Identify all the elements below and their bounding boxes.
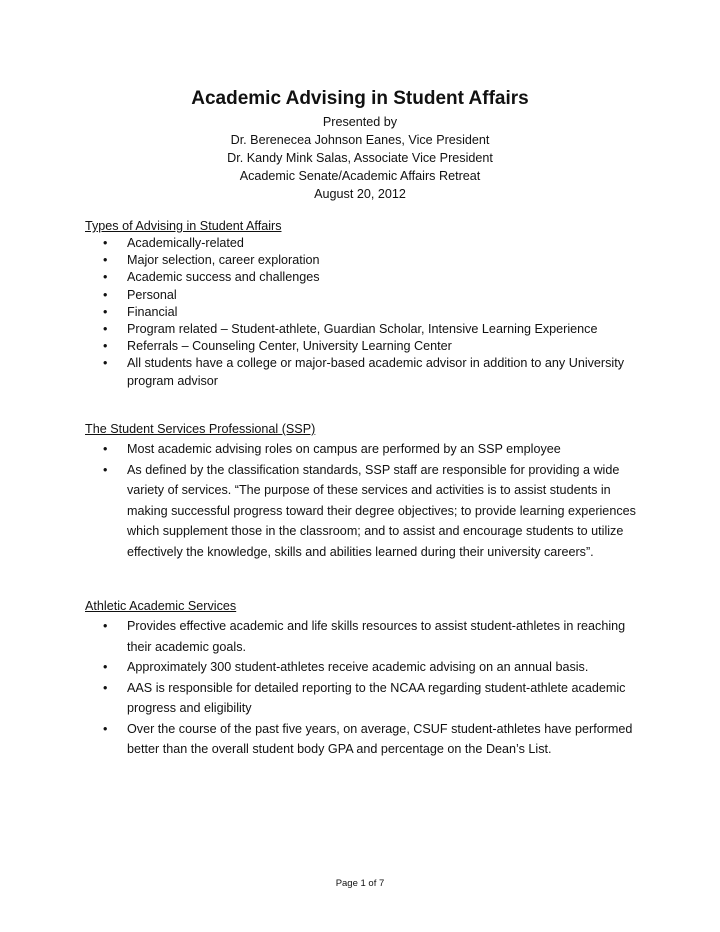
section-heading: The Student Services Professional (SSP) (85, 422, 316, 436)
section-heading: Athletic Academic Services (85, 599, 237, 613)
bullet-icon: • (103, 660, 108, 674)
page-number: Page 1 of 7 (335, 878, 385, 889)
section-athletic-academic-services (85, 598, 645, 760)
list-item: • Over the course of the past five years, on average, CSUF student-athletes have performed better than the overall student body GPA and percentage on the Dean’s List. (85, 719, 645, 760)
bullet-icon: • (103, 356, 108, 371)
list-item: • Referrals – Counseling Center, University Learning Center (85, 338, 645, 355)
event-line: Academic Senate/Academic Affairs Retreat (239, 169, 481, 183)
bullet-icon: • (103, 442, 108, 456)
section-heading: Types of Advising in Student Affairs (85, 219, 282, 233)
bullet-icon: • (103, 462, 108, 477)
bullet-icon: • (103, 680, 108, 695)
list-item: • Provides effective academic and life skills resources to assist student-athletes in reaching their academic goals. (85, 616, 645, 657)
list-item: • AAS is responsible for detailed reporting to the NCAA regarding student-athlete academic progress and eligibility (85, 678, 645, 719)
bullet-icon: • (103, 721, 108, 736)
presenter-1-line: Dr. Berenecea Johnson Eanes, Vice President (230, 133, 490, 147)
document-header (0, 86, 720, 203)
document-title: Academic Advising in Student Affairs (191, 88, 529, 109)
bullet-icon: • (103, 287, 108, 302)
bullet-icon: • (103, 304, 108, 319)
bullet-icon: • (103, 253, 108, 268)
section-types-of-advising (85, 218, 645, 390)
list-item: • All students have a college or major-based academic advisor in addition to any University program advisor (103, 356, 625, 388)
list-item: • Academic success and challenges (85, 269, 645, 286)
list-item: • Personal (85, 287, 645, 304)
list-item: • As defined by the classification standards, SSP staff are responsible for providing a wide variety of services. “The purpose of these services and activities is to assist students in making successful progress toward their degree objectives; to provide learning experiences which supplement those in the classroom; and to assist and encourage students to utilize effectively the knowledge, skills and abilities learned during their university careers”. (85, 460, 645, 563)
bullet-icon: • (103, 619, 108, 633)
list-item: • Approximately 300 student-athletes receive academic advising on an annual basis. (85, 657, 645, 678)
list-item: • Program related – Student-athlete, Guardian Scholar, Intensive Learning Experience (85, 321, 645, 338)
presented-by-line: Presented by (322, 115, 398, 129)
list-item: • Academically-related (85, 235, 645, 252)
presenter-2-line: Dr. Kandy Mink Salas, Associate Vice President (227, 151, 493, 165)
section-ssp (85, 421, 645, 562)
bullet-icon: • (103, 236, 108, 250)
list-item: • Most academic advising roles on campus are performed by an SSP employee (85, 439, 645, 460)
bullet-icon: • (103, 270, 108, 285)
bullet-list (85, 439, 645, 562)
bullet-icon: • (103, 322, 108, 337)
bullet-icon: • (103, 339, 108, 354)
list-item: • Financial (85, 304, 645, 321)
date-line: August 20, 2012 (314, 187, 406, 201)
list-item: • Major selection, career exploration (85, 252, 645, 269)
bullet-list (85, 616, 645, 760)
bullet-list (85, 235, 645, 390)
